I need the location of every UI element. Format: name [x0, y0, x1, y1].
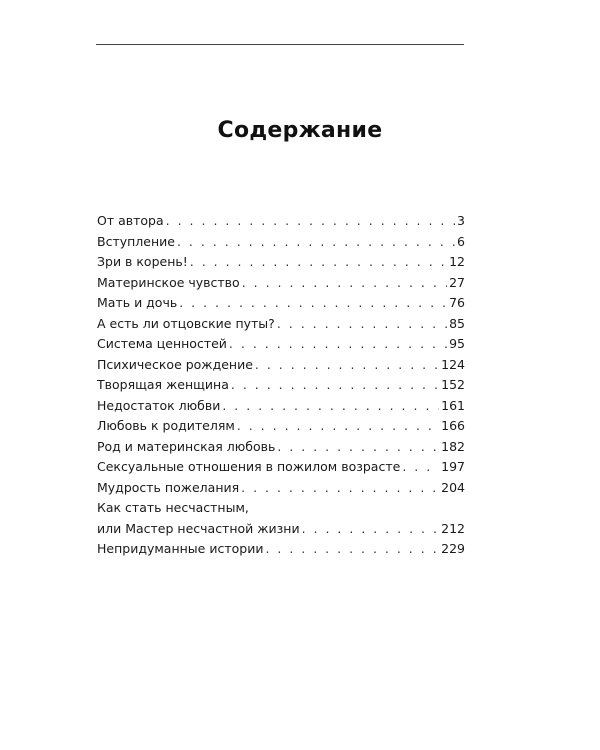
toc-entry-page: 85 [449, 315, 465, 331]
top-rule [96, 44, 464, 45]
toc-entry[interactable] [97, 293, 465, 314]
dot-leader [179, 293, 447, 314]
toc-entry-title: Система ценностей [97, 336, 227, 351]
toc-entry-page: 204 [441, 479, 465, 495]
toc-entry-title: Непридуманные истории [97, 541, 264, 556]
toc-entry-title: Сексуальные отношения в пожилом возрасте [97, 459, 401, 474]
dot-leader [241, 478, 439, 499]
toc-entry-page: 6 [457, 233, 465, 249]
dot-leader [255, 355, 439, 376]
toc-entry-title [97, 498, 300, 539]
toc-entry-title: Творящая женщина [97, 377, 229, 392]
dot-leader [237, 416, 439, 437]
toc-entry-title: От автора [97, 213, 164, 228]
dot-leader [265, 539, 439, 560]
toc-entry[interactable] [97, 334, 465, 355]
toc-entry[interactable] [97, 539, 465, 560]
dot-leader [231, 375, 439, 396]
toc-entry-page: 166 [441, 418, 465, 433]
toc-entry-page: 212 [441, 520, 465, 536]
toc-entry-page: 27 [449, 274, 465, 290]
dot-leader [229, 334, 447, 355]
toc-entry[interactable] [97, 232, 465, 253]
toc-entry-title: Род и материнская любовь [97, 438, 276, 454]
dot-leader [166, 211, 455, 232]
toc-entry-title-line2: или Мастер несчастной жизни [97, 520, 300, 536]
toc-entry[interactable] [97, 437, 465, 458]
toc-entry[interactable] [97, 252, 465, 273]
toc-entry[interactable] [97, 498, 465, 539]
dot-leader [302, 519, 440, 540]
table-of-contents [97, 211, 465, 560]
toc-entry-page: 152 [441, 377, 465, 392]
toc-entry-title: Недостаток любви [97, 397, 221, 413]
dot-leader [222, 396, 439, 417]
dot-leader [190, 252, 447, 273]
toc-entry-page: 197 [441, 459, 465, 474]
toc-entry-title: Мать и дочь [97, 295, 178, 310]
toc-entry-page: 229 [441, 541, 465, 556]
dot-leader [277, 437, 439, 458]
toc-entry-title: Материнское чувство [97, 274, 240, 290]
toc-entry-title: Любовь к родителям [97, 418, 235, 433]
toc-entry-title: А есть ли отцовские путы? [97, 315, 275, 331]
toc-entry-page: 3 [457, 213, 465, 228]
toc-entry-page: 12 [449, 254, 465, 269]
dot-leader [277, 314, 447, 335]
toc-entry-page: 76 [449, 295, 465, 310]
toc-entry-title-line1: Как стать несчастным, [97, 500, 249, 515]
toc-entry[interactable] [97, 396, 465, 417]
toc-entry[interactable] [97, 375, 465, 396]
toc-entry[interactable] [97, 273, 465, 294]
toc-entry-title: Мудрость пожелания [97, 479, 240, 495]
toc-entry[interactable] [97, 457, 465, 478]
toc-entry[interactable] [97, 416, 465, 437]
toc-entry-title: Зри в корень! [97, 254, 188, 269]
toc-entry[interactable] [97, 355, 465, 376]
dot-leader [177, 232, 455, 253]
toc-entry[interactable] [97, 478, 465, 499]
toc-entry[interactable] [97, 314, 465, 335]
toc-entry-page: 124 [441, 356, 465, 372]
dot-leader [402, 457, 439, 478]
toc-entry-page: 182 [441, 438, 465, 454]
toc-entry-title: Вступление [97, 233, 175, 249]
page-title: Содержание [217, 118, 383, 143]
toc-entry[interactable] [97, 211, 465, 232]
toc-entry-page: 95 [449, 336, 465, 351]
toc-entry-page: 161 [441, 397, 465, 413]
toc-entry-title: Психическое рождение [97, 356, 253, 372]
dot-leader [242, 273, 447, 294]
